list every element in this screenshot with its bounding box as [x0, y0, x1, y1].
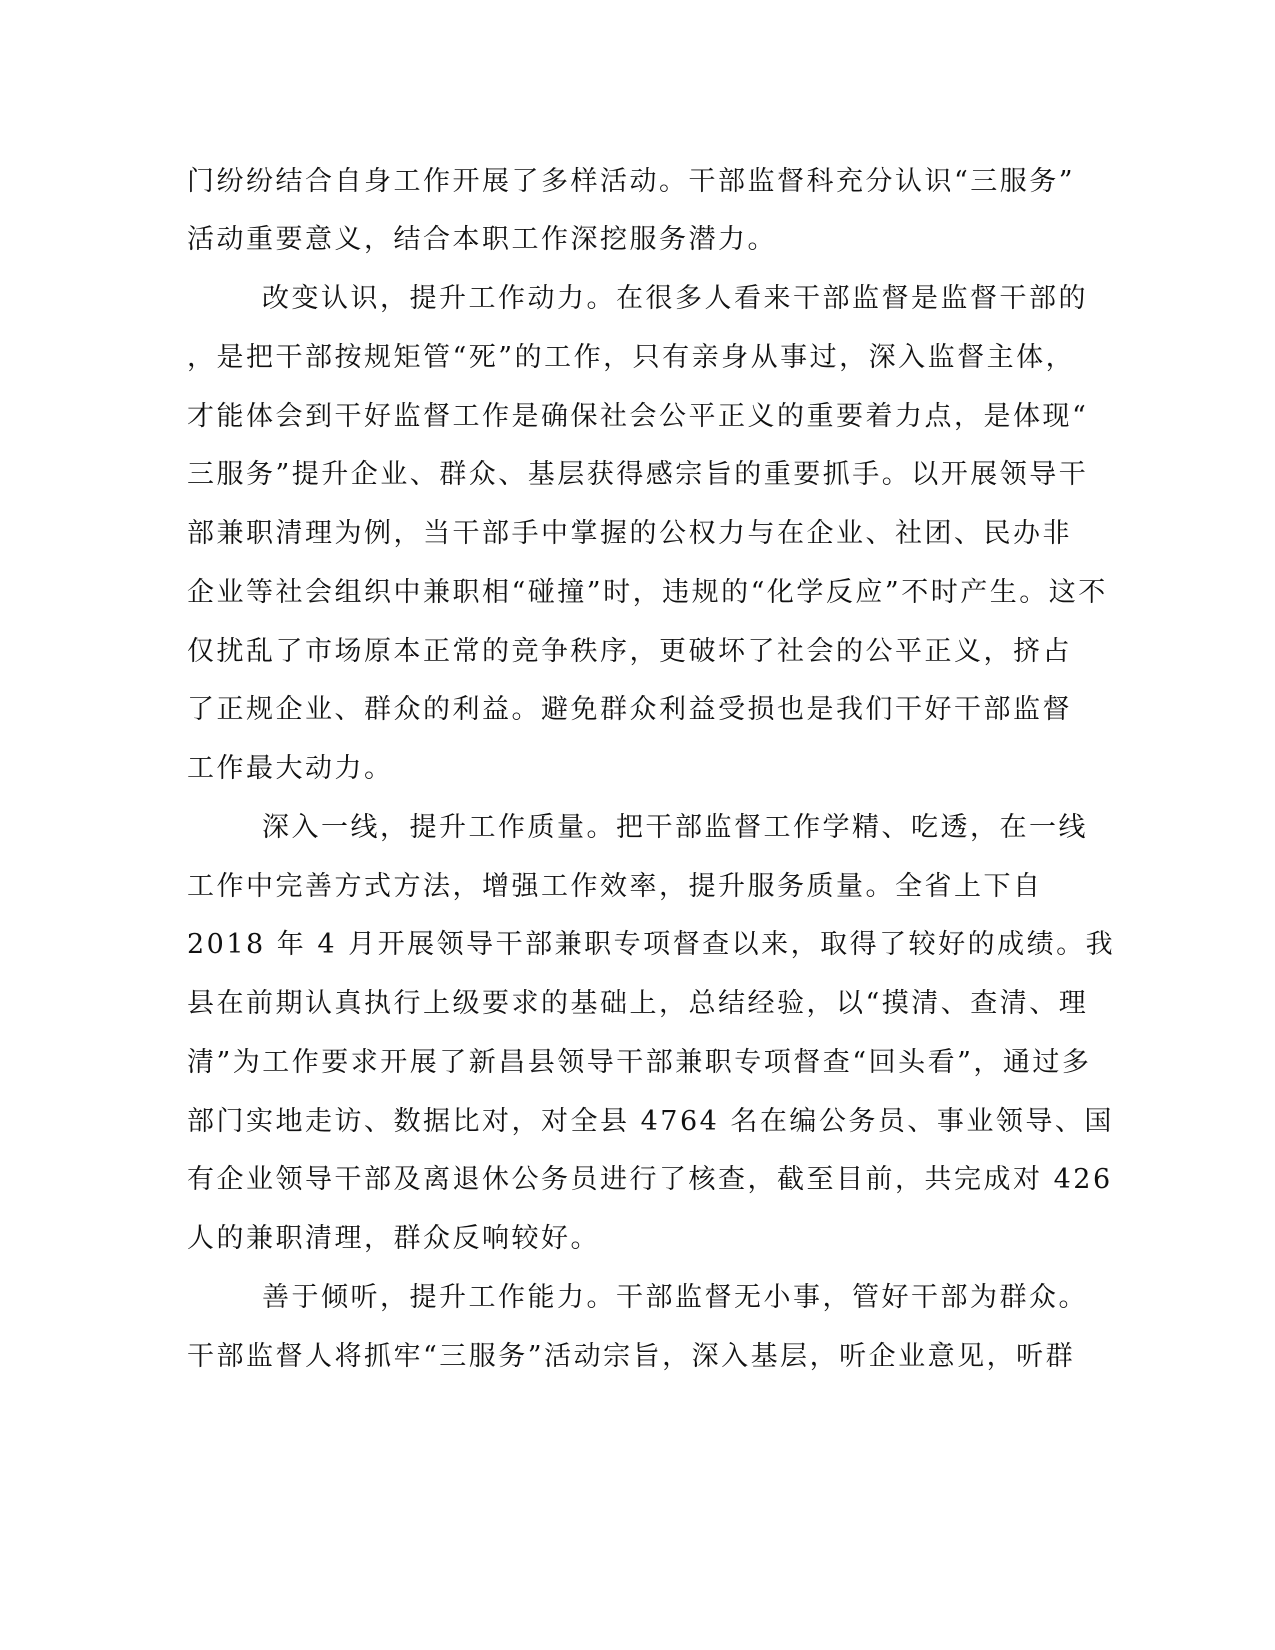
text-line: 工作中完善方式方法，增强工作效率，提升服务质量。全省上下自: [187, 871, 1043, 902]
text-line: 门纷纷结合自身工作开展了多样活动。干部监督科充分认识“三服务”: [187, 166, 1076, 197]
text-line: 有企业领导干部及离退休公务员进行了核查，截至目前，共完成对 426: [187, 1164, 1113, 1195]
text-line: 2018 年 4 月开展领导干部兼职专项督查以来，取得了较好的成绩。我: [187, 929, 1116, 960]
text-line: 干部监督人将抓牢“三服务”活动宗旨，深入基层，听企业意见，听群: [187, 1341, 1076, 1372]
text-line: 清”为工作要求开展了新昌县领导干部兼职专项督查“回头看”，通过多: [187, 1047, 1092, 1078]
paragraph-first-line: 深入一线，提升工作质量。把干部监督工作学精、吃透，在一线: [262, 812, 1088, 843]
text-line: 才能体会到干好监督工作是确保社会公平正义的重要着力点，是体现“: [187, 401, 1089, 432]
text-line: ，是把干部按规矩管“死”的工作，只有亲身从事过，深入监督主体，: [187, 342, 1076, 373]
text-line: 仅扰乱了市场原本正常的竞争秩序，更破坏了社会的公平正义，挤占: [187, 636, 1072, 667]
text-line: 部门实地走访、数据比对，对全县 4764 名在编公务员、事业领导、国: [187, 1106, 1114, 1137]
text-line: 企业等社会组织中兼职相“碰撞”时，违规的“化学反应”不时产生。这不: [187, 577, 1108, 608]
text-line: 三服务”提升企业、群众、基层获得感宗旨的重要抓手。以开展领导干: [187, 459, 1089, 490]
text-line: 部兼职清理为例，当干部手中掌握的公权力与在企业、社团、民办非: [187, 518, 1072, 549]
text-line: 了正规企业、群众的利益。避免群众利益受损也是我们干好干部监督: [187, 694, 1072, 725]
text-line: 人的兼职清理，群众反响较好。: [187, 1223, 600, 1254]
paragraph-first-line: 改变认识，提升工作动力。在很多人看来干部监督是监督干部的: [262, 283, 1088, 314]
text-line: 工作最大动力。: [187, 753, 394, 784]
text-line: 活动重要意义，结合本职工作深挖服务潜力。: [187, 224, 777, 255]
text-line: 县在前期认真执行上级要求的基础上，总结经验，以“摸清、查清、理: [187, 988, 1089, 1019]
paragraph-first-line: 善于倾听，提升工作能力。干部监督无小事，管好干部为群众。: [262, 1282, 1088, 1313]
